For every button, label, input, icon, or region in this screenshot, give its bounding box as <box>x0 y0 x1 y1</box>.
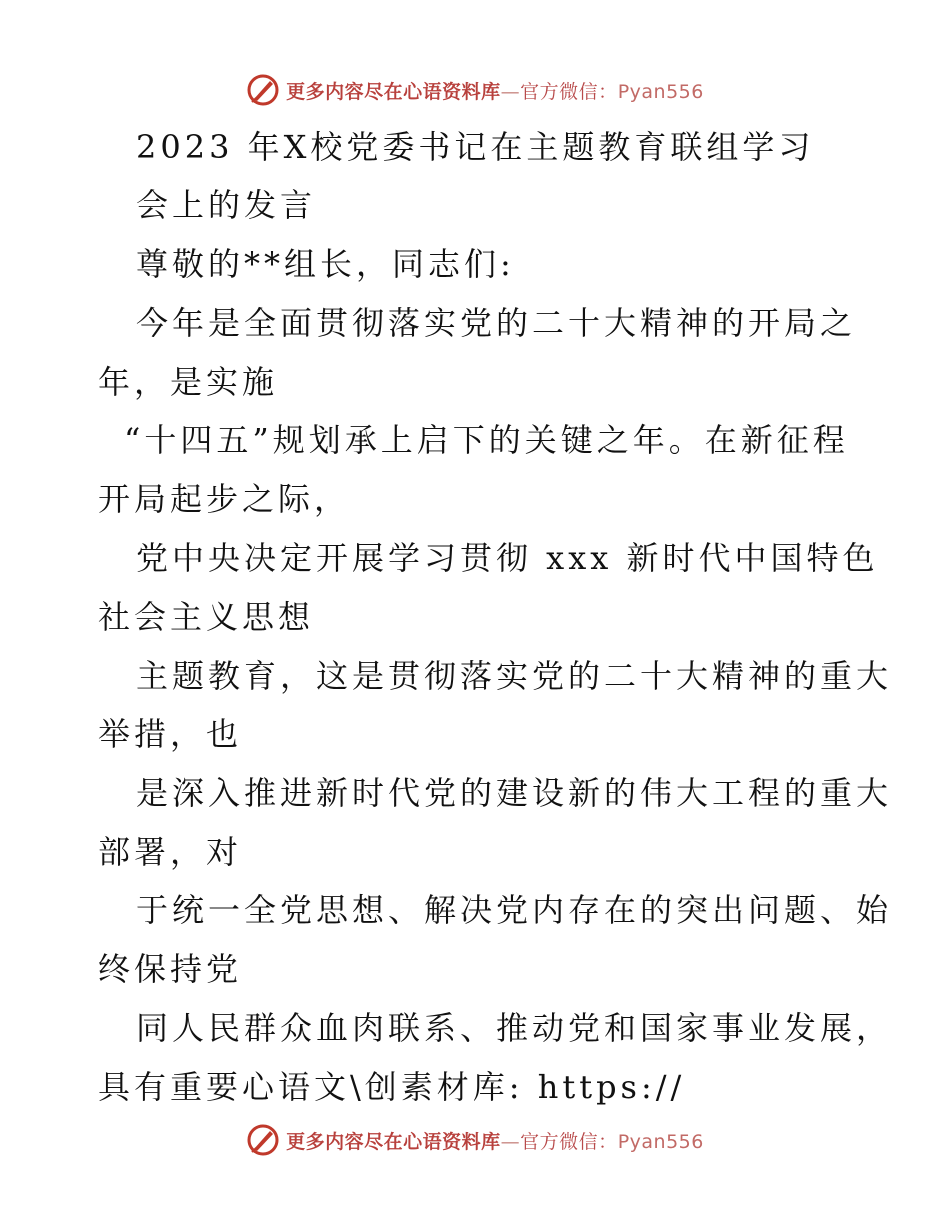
watermark-label: 更多内容尽在心语资料库 <box>286 1130 501 1153</box>
watermark-handle: Pyan556 <box>617 80 704 103</box>
watermark-contact: 官方微信： <box>520 1130 618 1153</box>
paragraph-line: 今年是全面贯彻落实党的二十大精神的开局之 <box>136 304 857 342</box>
document-title-line-1: 2023 年X校党委书记在主题教育联组学习 <box>136 128 815 166</box>
paragraph-line: 主题教育，这是贯彻落实党的二十大精神的重大 <box>136 657 893 695</box>
watermark-dash: — <box>500 1130 521 1153</box>
salutation-line: 尊敬的**组长，同志们: <box>136 245 515 283</box>
paragraph-line: 举措，也 <box>98 715 243 753</box>
paragraph-line: 终保持党 <box>98 950 243 988</box>
header-watermark <box>0 70 950 110</box>
paragraph-line: 年，是实施 <box>98 363 279 401</box>
paragraph-line: 于统一全党思想、解决党内存在的突出问题、始 <box>136 891 893 929</box>
watermark-text <box>286 77 704 104</box>
quill-logo-icon <box>246 1123 280 1157</box>
paragraph-line: 同人民群众血肉联系、推动党和国家事业发展， <box>136 1009 893 1047</box>
footer-watermark <box>0 1120 950 1160</box>
watermark-handle: Pyan556 <box>617 1130 704 1153</box>
paragraph-line: “十四五”规划承上启下的关键之年。在新征程 <box>124 421 849 459</box>
watermark-label: 更多内容尽在心语资料库 <box>286 80 501 103</box>
paragraph-line: 开局起步之际， <box>98 480 351 518</box>
watermark-dash: — <box>500 80 521 103</box>
watermark-text <box>286 1127 704 1154</box>
quill-logo-icon <box>246 73 280 107</box>
watermark-contact: 官方微信： <box>520 80 618 103</box>
paragraph-line: 是深入推进新时代党的建设新的伟大工程的重大 <box>136 774 893 812</box>
paragraph-line: 部署，对 <box>98 833 243 871</box>
paragraph-line: 社会主义思想 <box>98 598 315 636</box>
paragraph-line: 具有重要心语文\创素材库: https:// <box>98 1068 686 1106</box>
paragraph-line: 党中央决定开展学习贯彻 xxx 新时代中国特色 <box>136 539 879 577</box>
document-title-line-2: 会上的发言 <box>136 186 317 224</box>
